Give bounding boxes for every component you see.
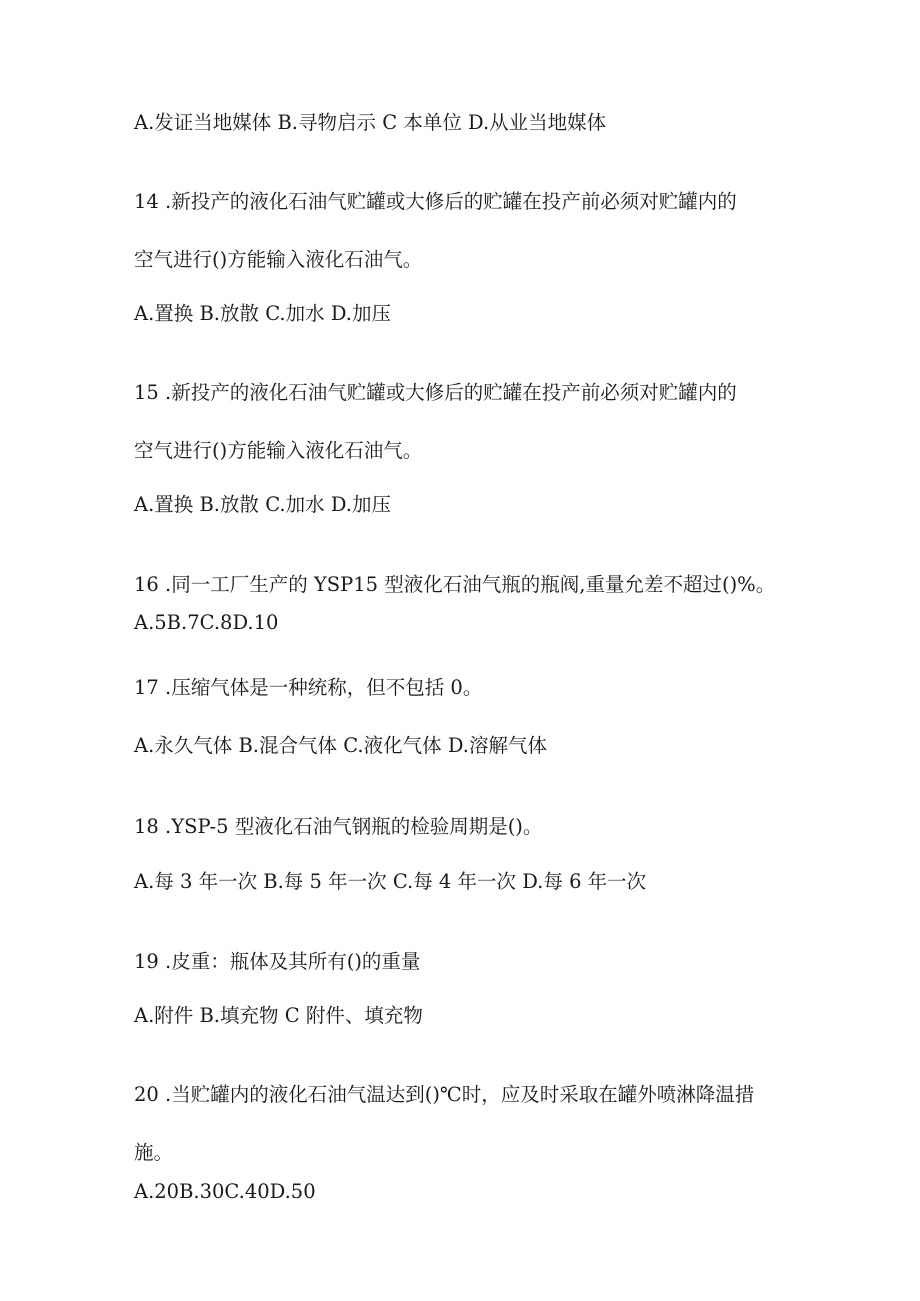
answer-options-18: A.每 3 年一次 B.每 5 年一次 C.每 4 年一次 D.每 6 年一次	[134, 870, 647, 893]
answer-options-17: A.永久气体 B.混合气体 C.液化气体 D.溶解气体	[134, 734, 547, 757]
question-20-line-2: 施。	[134, 1141, 174, 1164]
question-20-line-1: 20 .当贮罐内的液化石油气温达到()℃时，应及时采取在罐外喷淋降温措	[134, 1083, 755, 1106]
answer-options-20: A.20B.30C.40D.50	[134, 1180, 316, 1203]
question-19: 19 .皮重：瓶体及其所有()的重量	[134, 950, 421, 973]
question-15-line-1: 15 .新投产的液化石油气贮罐或大修后的贮罐在投产前必须对贮罐内的	[134, 381, 737, 404]
question-15-line-2: 空气进行()方能输入液化石油气。	[134, 439, 423, 462]
question-16: 16 .同一工厂生产的 YSP15 型液化石油气瓶的瓶阀,重量允差不超过()%。	[134, 573, 776, 596]
question-17: 17 .压缩气体是一种统称，但不包括 0。	[134, 676, 483, 699]
answer-options-13: A.发证当地媒体 B.寻物启示 C 本单位 D.从业当地媒体	[134, 111, 607, 134]
question-14-line-2: 空气进行()方能输入液化石油气。	[134, 248, 423, 271]
answer-options-16: A.5B.7C.8D.10	[134, 611, 279, 634]
answer-options-19: A.附件 B.填充物 C 附件、填充物	[134, 1004, 423, 1027]
question-18: 18 .YSP-5 型液化石油气钢瓶的检验周期是()。	[134, 815, 543, 838]
question-14-line-1: 14 .新投产的液化石油气贮罐或大修后的贮罐在投产前必须对贮罐内的	[134, 190, 737, 213]
answer-options-14: A.置换 B.放散 C.加水 D.加压	[134, 302, 391, 325]
answer-options-15: A.置换 B.放散 C.加水 D.加压	[134, 493, 391, 516]
